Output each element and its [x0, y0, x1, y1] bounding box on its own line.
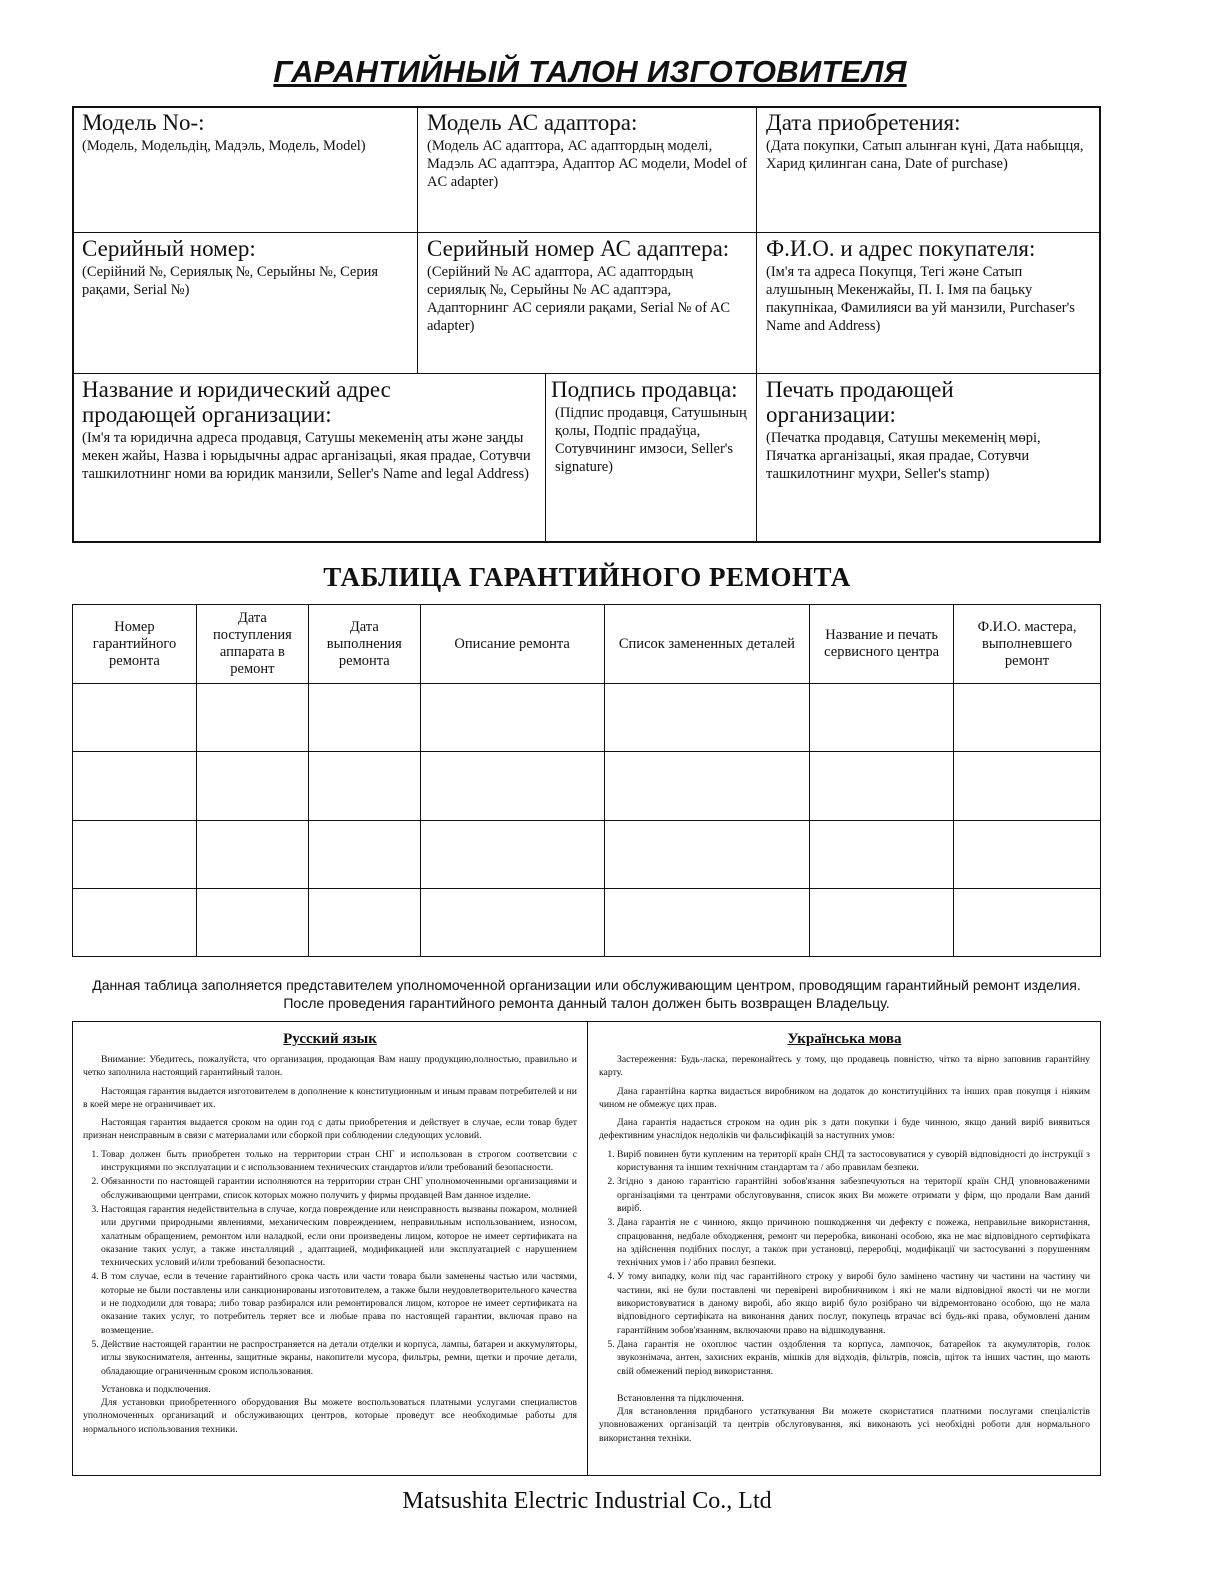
table-cell[interactable]: [810, 752, 954, 820]
table-cell[interactable]: [196, 888, 308, 956]
list-item: 5. Дана гарантія не охоплює частин оздоблення та корпуса, лампочок, батарейок та акумуляторів, голок звукознімача, антен, захисних екранів, мішків для відходів, фільтрів, поясів, щіток та інших частин, що мають свій обмежений період використання.: [617, 1338, 1090, 1378]
list-item: 4. В том случае, если в течение гарантийного срока часть или части товара были заменены частью или частями, которые не были поставлены или санкционированы изготовителем, а также были неудовлетворительного качества и не подходили для товара; либо товар разбирался или ремонтировался лицом, которое не имеет сертификата на оказание таких услуг, то потребитель теряет все и любые права по настоящей гарантии, включая право на возмещение.: [101, 1270, 577, 1336]
table-row: [73, 820, 1101, 888]
buyer-hint: (Ім'я та адреса Покупця, Тегі және Сатып алушының Мекенжайы, П. І. Імя па бацьку пакупнікаа, Фамилияси ва уй манзили, Purchaser's Name and Address): [766, 264, 1075, 334]
repair-col-service-center: Название и печать сервисного центра: [810, 605, 954, 684]
seller-org-field[interactable]: [74, 375, 545, 485]
table-cell[interactable]: [954, 684, 1101, 752]
ru-paragraph: Внимание: Убедитесь, пожалуйста, что организация, продающая Вам нашу продукцию,полностью, правильно и четко заполнила настоящий гарантийный талон.: [83, 1054, 577, 1079]
ru-conditions-list: [83, 1148, 577, 1378]
ua-paragraph: Дана гарантія надається строком на один рік з дати покупки і буде чинною, якщо даний виріб виявиться дефективним унаслідок недоліків чи фальсифікацій за наступних умов:: [599, 1117, 1090, 1142]
ru-paragraph: Настоящая гарантия выдается сроком на один год с даты приобретения и действует в случае, если товар будет признан неисправным в связи с материалами или сборкой при соблюдении следующих условий.: [83, 1117, 577, 1142]
ua-paragraph: Застереження: Будь-ласка, переконайтесь у тому, що продавець повністю, чітко та вірно заповнив гарантійну карту.: [599, 1054, 1090, 1079]
table-cell[interactable]: [308, 752, 420, 820]
list-item: 2. Обязанности по настоящей гарантии исполняются на территории стран СНГ уполномоченными организациями и обслуживающими центрами, список которых можно получить у фирмы продавцей Вам данное изделие.: [101, 1175, 577, 1202]
seller-stamp-hint: (Печатка продавця, Сатушы мекеменің мөрі, Пячатка арганізацыі, якая прадае, Сотувчи ташкилотнинг муҳри, Seller's stamp): [766, 430, 1041, 482]
repair-col-description: Описание ремонта: [420, 605, 604, 684]
table-cell[interactable]: [308, 888, 420, 956]
list-item: 3. Дана гарантія не є чинною, якщо причиною пошкодження чи дефекту є пожежа, неправильне використання, спрацювання, недбале обходження, ремонт чи переробка, виконані особою, яка не має відповідного сертифіката на здійснення подібних послуг, а також при установці, переробці, модифікації чи застосуванні з порушенням технічних умов і / або правил безпеки.: [617, 1216, 1090, 1269]
manufacturer-footer: Matsushita Electric Industrial Co., Ltd: [402, 1488, 772, 1514]
seller-stamp-field[interactable]: [758, 375, 1101, 485]
info-grid: [72, 106, 1101, 543]
repair-note: [72, 976, 1101, 1012]
seller-sign-label: Подпись продавца:: [551, 377, 738, 402]
table-cell[interactable]: [196, 752, 308, 820]
table-cell[interactable]: [420, 684, 604, 752]
purchase-date-field[interactable]: [758, 108, 1101, 175]
table-cell[interactable]: [954, 820, 1101, 888]
repair-note-line-2: После проведения гарантийного ремонта данный талон должен быть возвращен Владельцу.: [283, 995, 890, 1011]
table-cell[interactable]: [196, 684, 308, 752]
seller-stamp-label: Печать продающей организации:: [766, 377, 954, 427]
model-label: Модель No-:: [82, 110, 205, 135]
list-item: 5. Действие настоящей гарантии не распространяется на детали отделки и корпуса, лампы, батареи и аккумуляторы, иглы звукоснимателя, антенны, защитные экраны, накопители мусора, фильтры, ремни, щетки и прочие детали, обладающие ограниченным сроком использования.: [101, 1338, 577, 1378]
repair-col-received: Дата поступления аппарата в ремонт: [196, 605, 308, 684]
table-cell[interactable]: [420, 820, 604, 888]
serial-hint: (Серійний №, Сериялық №, Серыйны №, Серия рақами, Serial №): [82, 264, 379, 298]
repair-col-parts: Список замененных деталей: [604, 605, 810, 684]
list-item: 3. Настоящая гарантия недействительна в случае, когда повреждение или неисправность вызваны пожаром, молнией или другими природными явлениями, механическим повреждением, неправильным использованием, износом, халатным обращением, ремонтом или наладкой, если они произведены лицом, которое не имеет сертификата на оказание таких услуг, а также инсталляций , адаптацией, модификацией или эксплуатацией с нарушением технических условий и/или требований безопасности.: [101, 1203, 577, 1269]
repair-col-completed: Дата выполнения ремонта: [308, 605, 420, 684]
ua-install-text: Для встановлення придбаного устаткування Ви можете скористатися платними послугами спеціалістів уповноважених організацій та центрів обслуговування, які виконають усі необхідні роботи для нормального використання техніки.: [599, 1406, 1090, 1444]
table-cell[interactable]: [73, 752, 197, 820]
list-item: 2. Згідно з даною гарантією гарантійні зобов'язання забезпечуються на території країн СНД уповноваженими організаціями та центрами обслуговування, список яких Ви можете отримати у фірм, що продали Вам даний виріб.: [617, 1175, 1090, 1215]
list-item: 1. Товар должен быть приобретен только на территории стран СНГ и использован в строгом соответсвии с инструкциями по эксплуатации и с использованием технических стандартов и/или требований безопасности.: [101, 1148, 577, 1175]
table-cell[interactable]: [73, 684, 197, 752]
terms-ukrainian: [589, 1022, 1100, 1475]
adapter-serial-field[interactable]: [419, 234, 756, 337]
table-cell[interactable]: [810, 888, 954, 956]
table-row: [73, 752, 1101, 820]
table-cell[interactable]: [308, 820, 420, 888]
model-hint: (Модель, Модельдің, Мадэль, Модель, Model): [82, 138, 366, 154]
ua-paragraph: Дана гарантійна картка видається виробником на додаток до конституційних та інших прав покупця і ніяким чином не обмежує цих прав.: [599, 1085, 1090, 1110]
warranty-terms: [72, 1021, 1101, 1476]
table-cell[interactable]: [954, 888, 1101, 956]
ru-install-heading: Установка и подключения.: [101, 1383, 211, 1395]
serial-label: Серийный номер:: [82, 236, 256, 261]
serial-field[interactable]: [74, 234, 417, 301]
ru-paragraph: Настоящая гарантия выдается изготовителем в дополнение к конституционным и иным правам потребителей и ни в коей мере не ограничивает их.: [83, 1085, 577, 1110]
table-cell[interactable]: [810, 820, 954, 888]
table-cell[interactable]: [420, 888, 604, 956]
adapter-model-label: Модель АС адаптора:: [427, 110, 638, 135]
table-cell[interactable]: [420, 752, 604, 820]
seller-sign-hint: (Підпис продавця, Сатушының қолы, Подпіс прадаўца, Сотувчининг имзоси, Seller's signature): [555, 405, 747, 475]
ua-install-heading: Встановлення та підключення.: [617, 1392, 744, 1404]
table-cell[interactable]: [604, 820, 810, 888]
table-cell[interactable]: [954, 752, 1101, 820]
buyer-label: Ф.И.О. и адрес покупателя:: [766, 236, 1036, 261]
ru-install-text: Для установки приобретенного оборудования Вы можете воспользоваться платными услугами специалистов уполномоченных организаций и обслуживающих центров, которые проведут все необходимые работы для нормального использования техники.: [83, 1397, 577, 1435]
adapter-serial-label: Серийный номер АС адаптера:: [427, 236, 730, 261]
table-cell[interactable]: [73, 888, 197, 956]
purchase-date-hint: (Дата покупки, Сатып алынған күні, Дата набыцця, Харид қилинган сана, Date of purchase): [766, 138, 1084, 172]
table-cell[interactable]: [73, 820, 197, 888]
terms-russian: [73, 1022, 587, 1475]
ru-heading: Русский язык: [283, 1031, 377, 1047]
adapter-model-hint: (Модель АС адаптора, АС адаптордың моделі, Мадэль АС адаптэра, Адаптор АС модели, Model of AC adapter): [427, 138, 748, 190]
table-cell[interactable]: [604, 684, 810, 752]
model-field[interactable]: [74, 108, 417, 157]
table-row: [73, 888, 1101, 956]
repair-table: [72, 604, 1101, 957]
ua-heading: Українська мова: [787, 1031, 902, 1047]
adapter-model-field[interactable]: [419, 108, 756, 193]
repair-table-title: ТАБЛИЦА ГАРАНТИЙНОГО РЕМОНТА: [323, 562, 851, 592]
list-item: 1. Виріб повинен бути купленим на території країн СНД та застосовуватися у суворій відповідності до інструкції з користування та іншим технічним стандартам та / або правилам безпеки.: [617, 1148, 1090, 1175]
repair-col-master: Ф.И.О. мастера, выполневшего ремонт: [954, 605, 1101, 684]
table-cell[interactable]: [604, 752, 810, 820]
adapter-serial-hint: (Серійний № АС адаптора, АС адаптордың сериялық №, Серыйны № АС адаптэра, Адапторнинг АС серияли рақами, Serial № of AC adapter): [427, 264, 731, 334]
purchase-date-label: Дата приобретения:: [766, 110, 961, 135]
seller-org-hint: (Ім'я та юридична адреса продавця, Сатушы мекеменің аты және заңды мекен жайы, Назва і юрыдычны адрас арганізацыі, якая прадае, Сотувчи ташкилотнинг номи ва юридик манзили, Seller's Name and legal Address): [82, 430, 531, 482]
list-item: 4. У тому випадку, коли під час гарантійного строку у виробі було замінено частину чи частини на частину чи частини, які не були поставлені чи перевірені виробничником і які не мали відповідної якості чи не могли використовуватися в даному виробі, або якщо виріб було розібрано чи відремонтовано особою, що не мала відповідного сертифіката на виконання даних послуг, покупець втрачає всі будь-які права, обумовлені даним гарантійним зобов'язанням, включаючи право на відшкодування.: [617, 1270, 1090, 1336]
seller-org-label: Название и юридический адрес продающей организации:: [82, 377, 391, 427]
buyer-field[interactable]: [758, 234, 1101, 337]
table-cell[interactable]: [196, 820, 308, 888]
repair-col-number: Номер гарантийного ремонта: [73, 605, 197, 684]
ua-conditions-list: [599, 1148, 1090, 1378]
table-cell[interactable]: [810, 684, 954, 752]
repair-table-header: [73, 605, 1101, 684]
seller-sign-field[interactable]: [547, 375, 756, 478]
table-cell[interactable]: [308, 684, 420, 752]
page-title: ГАРАНТИЙНЫЙ ТАЛОН ИЗГОТОВИТЕЛЯ: [273, 54, 907, 89]
repair-note-line-1: Данная таблица заполняется представителем уполномоченной организации или обслуживающим центром, проводящим гарантийный ремонт изделия.: [92, 977, 1081, 993]
table-row: [73, 684, 1101, 752]
table-cell[interactable]: [604, 888, 810, 956]
